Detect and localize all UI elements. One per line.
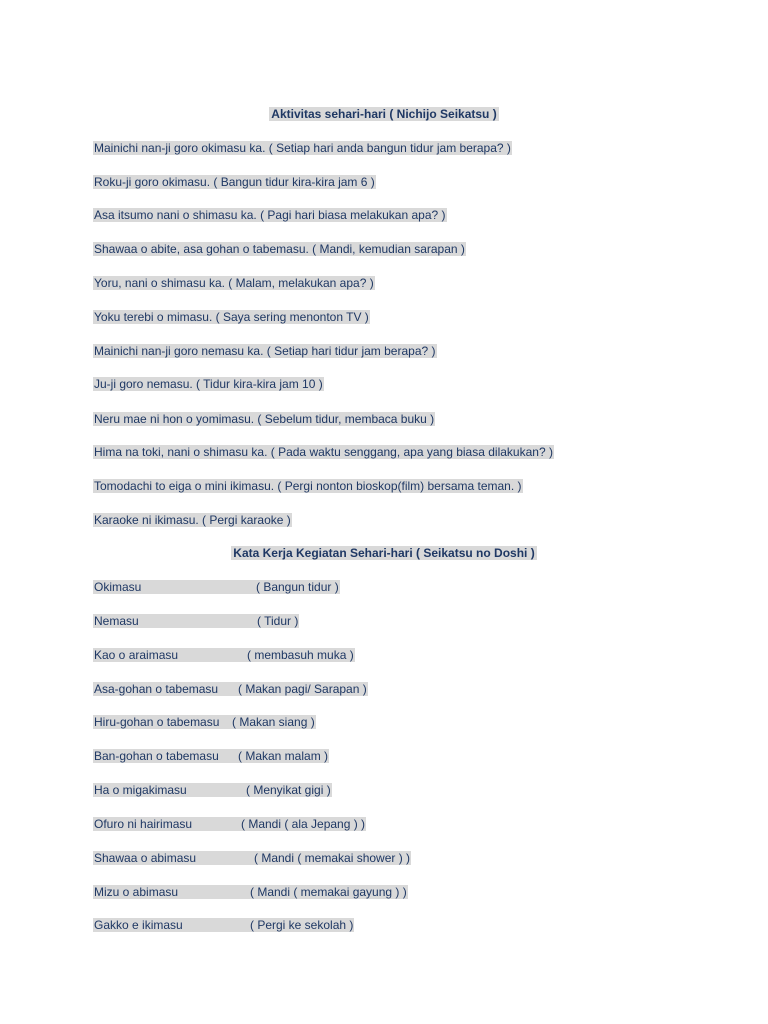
vocab-row bbox=[93, 884, 408, 900]
vocab-term: Hiru-gohan o tabemasu bbox=[94, 715, 220, 729]
vocab-row bbox=[93, 681, 368, 697]
vocab-term: Nemasu bbox=[94, 614, 139, 628]
sentence-line bbox=[93, 309, 370, 325]
sentence-text: Tomodachi to eiga o mini ikimasu. ( Pergi nonton bioskop(film) bersama teman. ) bbox=[94, 479, 522, 493]
vocab-gloss: ( Mandi ( memakai gayung ) ) bbox=[250, 885, 407, 899]
vocab-gloss: ( Makan pagi/ Sarapan ) bbox=[238, 682, 367, 696]
sentence-text: Ju-ji goro nemasu. ( Tidur kira-kira jam 10 ) bbox=[94, 377, 323, 391]
vocab-row bbox=[93, 714, 316, 730]
sentence-text: Neru mae ni hon o yomimasu. ( Sebelum tidur, membaca buku ) bbox=[94, 412, 435, 426]
sentence-line bbox=[93, 275, 375, 291]
sentence-text: Hima na toki, nani o shimasu ka. ( Pada waktu senggang, apa yang biasa dilakukan? ) bbox=[94, 445, 553, 459]
vocab-row bbox=[93, 579, 340, 595]
section-heading-daily-verbs bbox=[0, 545, 768, 561]
vocab-gloss: ( Tidur ) bbox=[257, 614, 299, 628]
vocab-gloss: ( Bangun tidur ) bbox=[256, 580, 339, 594]
vocab-term: Ha o migakimasu bbox=[94, 783, 187, 797]
sentence-line bbox=[93, 241, 466, 257]
vocab-term: Shawaa o abimasu bbox=[94, 851, 197, 865]
vocab-gloss: ( membasuh muka ) bbox=[247, 648, 354, 662]
sentence-line bbox=[93, 411, 435, 427]
vocab-row bbox=[93, 748, 329, 764]
sentence-text: Karaoke ni ikimasu. ( Pergi karaoke ) bbox=[94, 513, 291, 527]
sentence-text: Yoru, nani o shimasu ka. ( Malam, melakukan apa? ) bbox=[94, 276, 374, 290]
vocab-term: Ofuro ni hairimasu bbox=[94, 817, 193, 831]
sentence-line bbox=[93, 478, 523, 494]
vocab-gloss: ( Pergi ke sekolah ) bbox=[250, 918, 354, 932]
vocab-row bbox=[93, 647, 355, 663]
section-heading-text: Aktivitas sehari-hari ( Nichijo Seikatsu ) bbox=[271, 107, 497, 121]
sentence-text: Shawaa o abite, asa gohan o tabemasu. ( Mandi, kemudian sarapan ) bbox=[94, 242, 465, 256]
vocab-gloss: ( Menyikat gigi ) bbox=[246, 783, 331, 797]
vocab-term: Asa-gohan o tabemasu bbox=[94, 682, 219, 696]
section-heading-text: Kata Kerja Kegiatan Sehari-hari ( Seikatsu no Doshi ) bbox=[233, 546, 535, 560]
vocab-row bbox=[93, 850, 411, 866]
vocab-gloss: ( Makan siang ) bbox=[232, 715, 315, 729]
sentence-line bbox=[93, 444, 554, 460]
sentence-text: Mainichi nan-ji goro okimasu ka. ( Setiap hari anda bangun tidur jam berapa? ) bbox=[94, 141, 511, 155]
vocab-term: Kao o araimasu bbox=[94, 648, 179, 662]
vocab-row bbox=[93, 782, 332, 798]
sentence-text: Asa itsumo nani o shimasu ka. ( Pagi hari biasa melakukan apa? ) bbox=[94, 208, 446, 222]
vocab-gloss: ( Mandi ( ala Jepang ) ) bbox=[241, 817, 366, 831]
sentence-text: Mainichi nan-ji goro nemasu ka. ( Setiap hari tidur jam berapa? ) bbox=[94, 344, 436, 358]
vocab-term: Ban-gohan o tabemasu bbox=[94, 749, 219, 763]
sentence-line bbox=[93, 376, 324, 392]
section-heading-daily-activities bbox=[0, 106, 768, 122]
vocab-row bbox=[93, 816, 366, 832]
sentence-line bbox=[93, 343, 437, 359]
sentence-text: Yoku terebi o mimasu. ( Saya sering menonton TV ) bbox=[94, 310, 369, 324]
sentence-line bbox=[93, 207, 447, 223]
vocab-gloss: ( Makan malam ) bbox=[238, 749, 329, 763]
vocab-term: Mizu o abimasu bbox=[94, 885, 179, 899]
sentence-line bbox=[93, 174, 376, 190]
vocab-gloss: ( Mandi ( memakai shower ) ) bbox=[254, 851, 411, 865]
vocab-row bbox=[93, 613, 299, 629]
sentence-line bbox=[93, 512, 292, 528]
sentence-line bbox=[93, 140, 512, 156]
sentence-text: Roku-ji goro okimasu. ( Bangun tidur kira-kira jam 6 ) bbox=[94, 175, 375, 189]
vocab-term: Okimasu bbox=[94, 580, 142, 594]
vocab-row bbox=[93, 917, 354, 933]
vocab-term: Gakko e ikimasu bbox=[94, 918, 183, 932]
